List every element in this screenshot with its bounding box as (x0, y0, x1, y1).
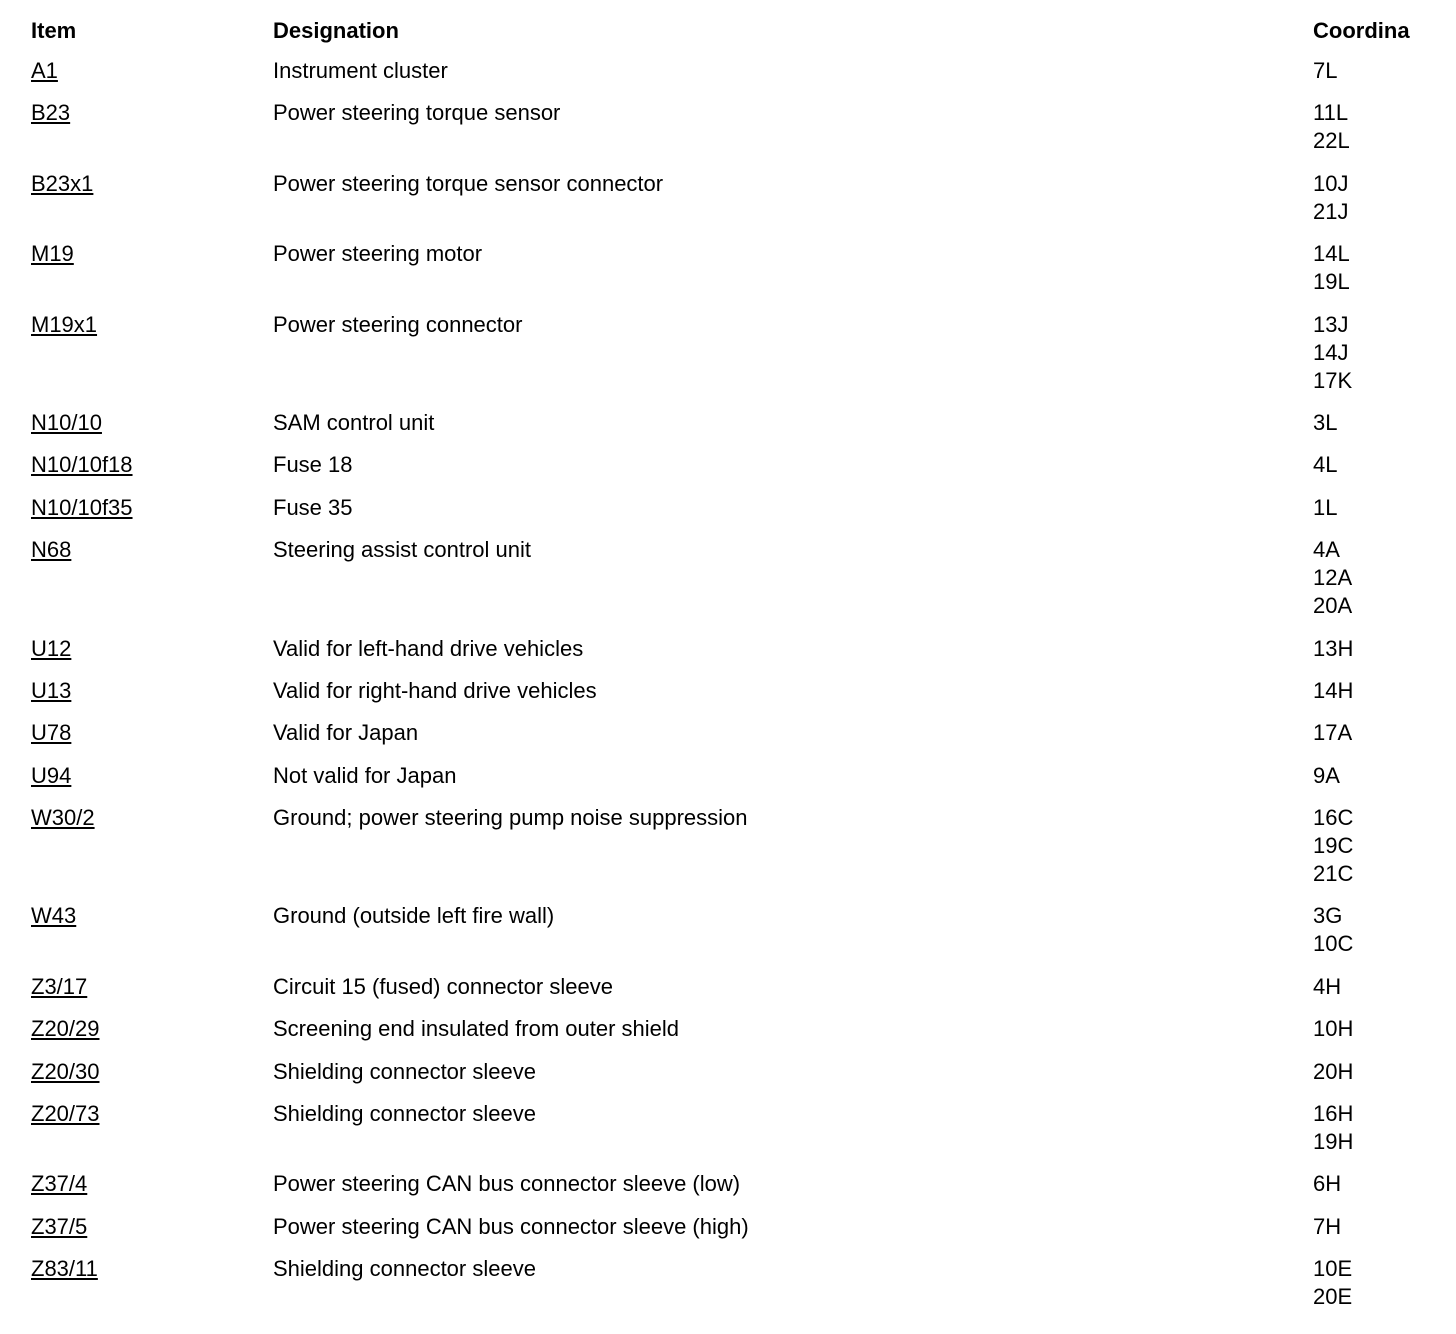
coordinates-cell (1313, 240, 1456, 296)
coordinates-cell (1313, 1015, 1456, 1043)
designation-cell: Power steering CAN bus connector sleeve (high) (273, 1213, 749, 1239)
header-item: Item (31, 18, 77, 43)
designation-cell: Power steering torque sensor (273, 100, 561, 126)
designation-cell: Power steering motor (273, 241, 483, 267)
item-link[interactable]: Z37/4 (31, 1171, 88, 1197)
coordinate: 21C (1313, 861, 1354, 887)
table-row (0, 494, 1456, 522)
table-body (0, 57, 1456, 1326)
coordinates-cell (1313, 973, 1456, 1001)
designation-cell: Power steering CAN bus connector sleeve (low) (273, 1171, 741, 1197)
table-row (0, 762, 1456, 790)
table-row (0, 1170, 1456, 1198)
table-row (0, 635, 1456, 663)
coordinate: 16C (1313, 805, 1354, 831)
coordinate: 11L (1313, 100, 1349, 126)
coordinate: 7H (1313, 1213, 1342, 1239)
table-row (0, 170, 1456, 226)
coordinates-cell (1313, 170, 1456, 226)
table-row (0, 1058, 1456, 1086)
coordinate: 1L (1313, 494, 1338, 520)
table-row (0, 99, 1456, 155)
item-link[interactable]: N68 (31, 537, 72, 563)
coordinates-cell (1313, 1170, 1456, 1198)
table-row (0, 451, 1456, 479)
item-link[interactable]: B23x1 (31, 170, 94, 196)
coordinates-cell (1313, 635, 1456, 663)
designation-cell: Shielding connector sleeve (273, 1058, 536, 1084)
coordinate: 4A (1313, 537, 1340, 563)
designation-cell: Instrument cluster (273, 58, 448, 83)
item-link[interactable]: Z3/17 (31, 973, 88, 999)
table-row (0, 804, 1456, 888)
coordinates-cell (1313, 311, 1456, 395)
coordinate: 19C (1313, 833, 1354, 859)
coordinate: 10E (1313, 1256, 1353, 1282)
coordinates-cell (1313, 536, 1456, 620)
coordinate: 22L (1313, 128, 1350, 154)
designation-cell: Shielding connector sleeve (273, 1256, 536, 1282)
designation-cell: Fuse 18 (273, 452, 353, 478)
designation-cell: Circuit 15 (fused) connector sleeve (273, 973, 613, 999)
coordinate: 9A (1313, 762, 1340, 788)
coordinate: 4H (1313, 973, 1342, 999)
coordinates-cell (1313, 1100, 1456, 1156)
coordinates-cell (1313, 409, 1456, 437)
coordinate: 20H (1313, 1058, 1354, 1084)
designation-cell: Screening end insulated from outer shield (273, 1016, 680, 1042)
item-link[interactable]: U78 (31, 720, 72, 746)
coordinate: 3G (1313, 903, 1343, 929)
coordinate: 20A (1313, 593, 1353, 619)
table-row (0, 240, 1456, 296)
item-link[interactable]: U13 (31, 677, 72, 703)
designation-cell: Steering assist control unit (273, 537, 532, 563)
coordinate: 16H (1313, 1101, 1354, 1127)
coordinate: 17K (1313, 367, 1353, 393)
coordinate: 3L (1313, 409, 1338, 435)
item-link[interactable]: Z83/11 (31, 1256, 98, 1282)
coordinate: 14H (1313, 677, 1354, 703)
coordinate: 20E (1313, 1284, 1353, 1310)
coordinate: 19H (1313, 1129, 1354, 1155)
coordinate: 13J (1313, 311, 1349, 337)
table-row (0, 311, 1456, 395)
designation-cell: Ground (outside left fire wall) (273, 903, 555, 929)
table-header (0, 15, 1456, 47)
item-link[interactable]: N10/10f18 (31, 452, 133, 478)
table-row (0, 536, 1456, 620)
designation-cell: SAM control unit (273, 409, 435, 435)
designation-cell: Power steering connector (273, 311, 523, 337)
item-link[interactable]: N10/10f35 (31, 494, 133, 520)
designation-cell: Valid for left-hand drive vehicles (273, 635, 584, 661)
table-row (0, 719, 1456, 747)
header-coordinates: Coordina (1313, 18, 1410, 43)
coordinate: 12A (1313, 565, 1353, 591)
table-row (0, 1100, 1456, 1156)
table-row (0, 1213, 1456, 1241)
coordinate: 21J (1313, 198, 1349, 224)
item-link[interactable]: Z37/5 (31, 1213, 88, 1239)
coordinate: 6H (1313, 1171, 1342, 1197)
item-link[interactable]: Z20/29 (31, 1016, 100, 1042)
coordinate: 19L (1313, 269, 1350, 295)
header-designation: Designation (273, 18, 399, 43)
designation-cell: Power steering torque sensor connector (273, 170, 664, 196)
designation-cell: Valid for right-hand drive vehicles (273, 677, 597, 703)
coordinates-cell (1313, 677, 1456, 705)
coordinate: 4L (1313, 452, 1338, 478)
table-row (0, 1015, 1456, 1043)
coordinates-cell (1313, 451, 1456, 479)
coordinates-cell (1313, 719, 1456, 747)
coordinate: 14L (1313, 241, 1350, 267)
designation-cell: Shielding connector sleeve (273, 1101, 536, 1127)
coordinate: 7L (1313, 58, 1338, 83)
table-row (0, 409, 1456, 437)
item-link[interactable]: B23 (31, 100, 71, 126)
item-link[interactable]: A1 (31, 58, 58, 83)
coordinate: 10H (1313, 1016, 1354, 1042)
coordinate: 17A (1313, 720, 1353, 746)
coordinates-cell (1313, 1255, 1456, 1311)
coordinates-cell (1313, 1058, 1456, 1086)
coordinates-cell (1313, 902, 1456, 958)
item-link[interactable]: Z20/73 (31, 1101, 100, 1127)
table-row (0, 677, 1456, 705)
designation-cell: Fuse 35 (273, 494, 353, 520)
item-link[interactable]: M19x1 (31, 311, 98, 337)
coordinates-cell (1313, 804, 1456, 888)
coordinates-cell (1313, 99, 1456, 155)
item-link[interactable]: U94 (31, 762, 72, 788)
designation-cell: Ground; power steering pump noise suppression (273, 805, 748, 831)
designation-cell: Not valid for Japan (273, 762, 457, 788)
designation-cell: Valid for Japan (273, 720, 419, 746)
table-row (0, 1255, 1456, 1311)
table-row (0, 902, 1456, 958)
coordinates-cell (1313, 762, 1456, 790)
coordinates-cell (1313, 57, 1456, 85)
item-link[interactable]: W30/2 (31, 805, 95, 831)
table-row (0, 973, 1456, 1001)
item-link[interactable]: Z20/30 (31, 1058, 100, 1084)
item-link[interactable]: W43 (31, 903, 77, 929)
coordinate: 10J (1313, 170, 1349, 196)
item-link[interactable]: N10/10 (31, 409, 102, 435)
coordinate: 14J (1313, 339, 1349, 365)
item-link[interactable]: U12 (31, 635, 72, 661)
coordinates-cell (1313, 494, 1456, 522)
coordinates-cell (1313, 1213, 1456, 1241)
coordinate: 13H (1313, 635, 1354, 661)
coordinate: 10C (1313, 931, 1354, 957)
item-link[interactable]: M19 (31, 241, 74, 267)
table-row (0, 57, 1456, 85)
